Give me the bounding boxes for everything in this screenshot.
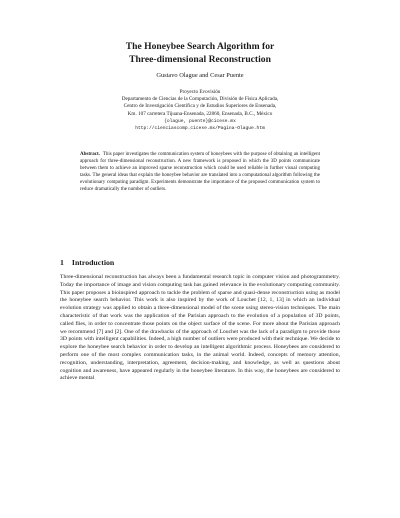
author-emails: {olague, puente}@cicese.mx: [164, 118, 236, 124]
abstract: [80, 151, 320, 193]
introduction-body: Three-dimensional reconstruction has always been a fundamental research topic in computer vision and photogrammetry. Today the importance of image and vision computing task has gained relevance in the evolutionary computing community. This paper proposes a bioinspired approach to tackle the problem of sparse and quasi-dense reconstruction using as model the honeybee search behavior. This work is also inspired by the work of Louchet [12, 1, 13] in which an individual evolution strategy was applied to obtain a three-dimensional model of the scene using stereo-vision techniques. The main characteristic of that work was the application of the Parisian approach to the evolution of a population of 3D points, called flies, in order to concentrate those points on the object surface of the scene. For more about the Parisian approach we recommend [7] and [2]. One of the drawbacks of the approach of Louchet was the lack of a paradigm to provide those 3D points with intelligent capabilities. Indeed, a high number of outliers were produced with their technique. We decide to explore the honeybee search behavior in order to develop an intelligent algorithmic process. Honeybees are considered to perform one of the most complex communication tasks, in the animal world. Indeed, concepts of memory attention, recognition, understanding, interpretation, agreement, decision-making, and knowledge, as well as questions about cognition and awareness, have appeared regularly in the honeybee literature. In this way, the honeybees are considered to achieve mental: [60, 274, 340, 382]
section-title: Introduction: [71, 258, 115, 267]
authors: Gustavo Olague and Cesar Puente: [156, 72, 244, 79]
affiliation-line: Km. 107 carretera Tijuana-Ensenada, 22860, Ensenada, B.C., México: [127, 110, 273, 117]
affiliation-line: Centro de Investigación Científica y de Estudios Superiores de Ensenada,: [123, 103, 277, 110]
affiliation-block: [60, 89, 340, 132]
affiliation-line: Proyecto Evovisión: [179, 89, 221, 95]
section-heading: [60, 258, 114, 267]
title-line-2: Three-dimensional Reconstruction: [129, 54, 271, 65]
section-number: 1: [60, 258, 64, 267]
paper-title: [60, 40, 340, 66]
title-line-1: The Honeybee Search Algorithm for: [125, 41, 275, 52]
affiliation-line: Departamento de Ciencias de la Computación, División de Física Aplicada,: [121, 96, 279, 103]
abstract-label: Abstract.: [80, 152, 100, 157]
abstract-text: This paper investigates the communication system of honeybees with the purpose of obtaining an intelligent approach for three-dimensional reconstruction. A new framework is proposed in which the 3D points communicate between them to achieve an improved sparse reconstruction which could be used reliable in further visual computing tasks. The general ideas that explain the honeybee behavior are translated into a computational algorithm following the evolutionary computing paradigm. Experiments demonstrate the importance of the proposed communication system to reduce dramatically the number of outliers.: [80, 152, 320, 192]
author-url[interactable]: http://cienciascomp.cicese.mx/Pagina-Olague.htm: [135, 126, 265, 132]
